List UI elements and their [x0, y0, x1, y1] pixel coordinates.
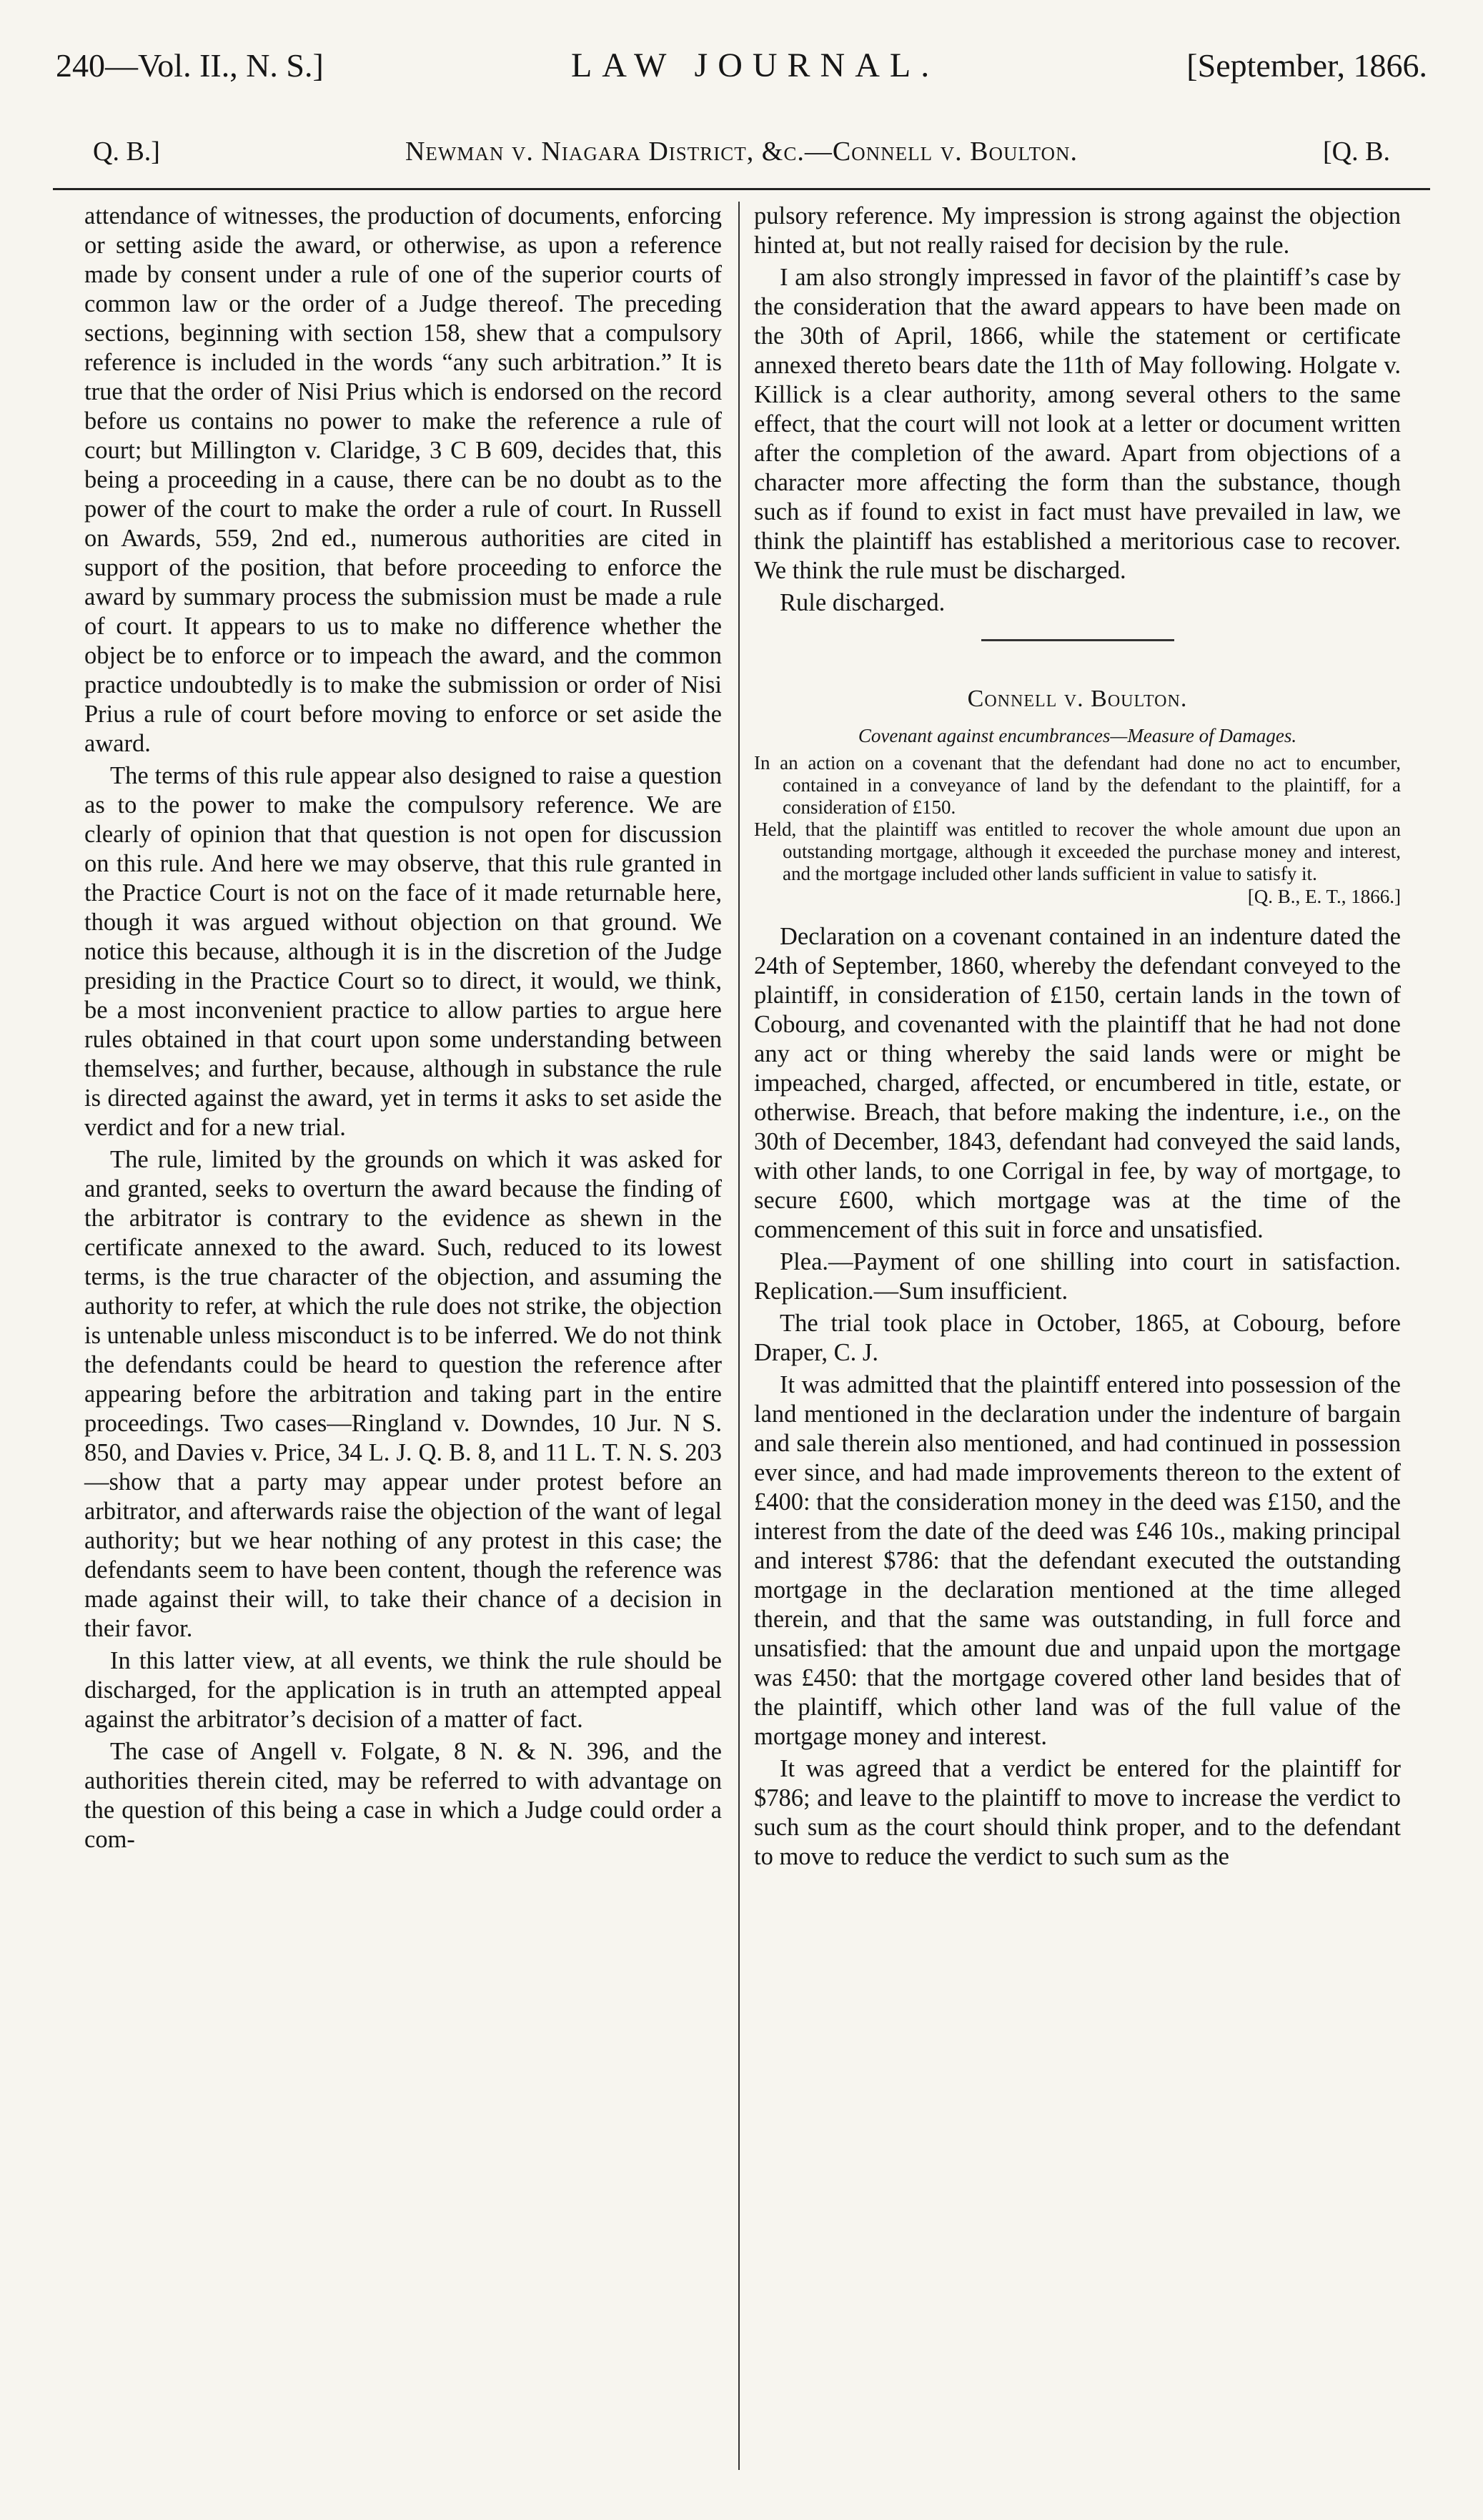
- paragraph: pulsory reference. My impression is strong against the objection hinted at, but not really raised for decision by the rule.: [754, 202, 1401, 259]
- paragraph: Plea.—Payment of one shilling into court in satisfaction. Replication.—Sum insufficient.: [754, 1248, 1401, 1305]
- case-title: Connell v. Boulton.: [967, 686, 1188, 712]
- running-header: [56, 46, 1427, 89]
- page-volume-label: 240—Vol. II., N. S.]: [56, 47, 324, 84]
- paragraph: In this latter view, at all events, we think the rule should be discharged, for the application is in truth an attempted appeal against the arbitrator’s decision of a matter of fact.: [84, 1647, 722, 1733]
- case-separator-rule: [981, 639, 1174, 641]
- court-label-left: Q. B.]: [93, 137, 160, 167]
- paragraph: It was agreed that a verdict be entered for the plaintiff for $786; and leave to the plaintiff to move to increase the verdict to such sum as the court should think proper, and to the defendant to move to reduce the verdict to such sum as the: [754, 1755, 1401, 1870]
- headnote: In an action on a covenant that the defendant had done no act to encumber, contained in a conveyance of land by the defendant to the plaintiff, for a consideration of £150.: [754, 752, 1401, 818]
- headnote-held: Held, that the plaintiff was entitled to recover the whole amount due upon an outstanding mortgage, although it exceeded the purchase money and interest, and the mortgage included other lands sufficient in value to satisfy it.: [754, 819, 1401, 884]
- paragraph: The terms of this rule appear also designed to raise a question as to the power to make the compulsory reference. We are clearly of opinion that that question is not open for discussion on this rule. And here we may observe, that this rule granted in the Practice Court is not on the face of it made returnable here, though it was argued without objection on that ground. We notice this because, although it is in the discretion of the Judge presiding in the Practice Court so to direct, it would, we think, be a most inconvenient practice to allow parties to argue here rules obtained in that court upon some understanding between themselves; and further, because, although in substance the rule is directed against the award, yet in terms it asks to set aside the verdict and for a new trial.: [84, 762, 722, 1141]
- case-header: [93, 136, 1390, 174]
- paragraph: Declaration on a covenant contained in an indenture dated the 24th of September, 1860, whereby the defendant conveyed to the plaintiff, in consideration of £150, certain lands in the town of Cobourg, and covenanted with the plaintiff that he had not done any act or thing whereby the said lands were or might be impeached, charged, affected, or encumbered in title, estate, or otherwise. Breach, that before making the indenture, i.e., on the 30th of December, 1843, defendant had conveyed the said lands, with other lands, to one Corrigal in fee, by way of mortgage, to secure £600, which mortgage was at the time of the commencement of this suit in force and unsatisfied.: [754, 923, 1401, 1243]
- journal-title: LAW JOURNAL.: [570, 46, 940, 84]
- headnote-topic: Covenant against encumbrances—Measure of Damages.: [858, 725, 1297, 746]
- paragraph: I am also strongly impressed in favor of the plaintiff’s case by the consideration that the award appears to have been made on the 30th of April, 1866, while the statement or certificate annexed thereto bears date the 11th of May following. Holgate v. Killick is a clear authority, among several others to the same effect, that the court will not look at a letter or document written after the completion of the award. Apart from objections of a character more affecting the form than the substance, though such as if found to exist in fact must have prevailed in law, we think the plaintiff has established a meritorious case to recover. We think the rule must be discharged.: [754, 264, 1401, 584]
- paragraph: The rule, limited by the grounds on which it was asked for and granted, seeks to overturn the award because the finding of the arbitrator is contrary to the evidence as shewn in the certificate annexed to the award. Such, reduced to its lowest terms, is the true character of the objection, and assuming the authority to refer, at which the rule does not strike, the objection is untenable unless misconduct is to be inferred. We do not think the defendants could be heard to question the reference after appearing before the arbitration and taking part in the entire proceedings. Two cases—Ringland v. Downdes, 10 Jur. N S. 850, and Davies v. Price, 34 L. J. Q. B. 8, and 11 L. T. N. S. 203—show that a party may appear under protest before an arbitrator, and afterwards raise the objection of the want of legal authority; but we hear nothing of any protest in this case; the defendants seem to have been content, though the reference was made against their will, to take their chance of a decision in their favor.: [84, 1146, 722, 1642]
- header-rule: [53, 188, 1430, 190]
- issue-date: [September, 1866.: [1186, 47, 1427, 84]
- case-citation: [Q. B., E. T., 1866.]: [1247, 886, 1401, 907]
- paragraph: The case of Angell v. Folgate, 8 N. & N. 396, and the authorities therein cited, may be referred to with advantage on the question of this being a case in which a Judge could order a com-: [84, 1738, 722, 1853]
- column-divider: [738, 202, 740, 2470]
- paragraph: attendance of witnesses, the production of documents, enforcing or setting aside the award, or otherwise, as upon a reference made by consent under a rule of one of the superior courts of common law or the order of a Judge thereof. The preceding sections, beginning with section 158, shew that a compulsory reference is included in the words “any such arbitration.” It is true that the order of Nisi Prius which is endorsed on the record before us contains no power to make the reference a rule of court; but Millington v. Claridge, 3 C B 609, decides that, this being a proceeding in a cause, there can be no doubt as to the power of the court to make the order a rule of court. In Russell on Awards, 559, 2nd ed., numerous authorities are cited in support of the position, that before proceeding to enforce the award by summary process the submission must be made a rule of court. It appears to us to make no difference whether the object be to enforce or to impeach the award, and the common practice undoubtedly is to make the submission or order of Nisi Prius a rule of court before moving to enforce or set aside the award.: [84, 202, 722, 757]
- court-label-right: [Q. B.: [1323, 137, 1390, 167]
- right-column: [754, 202, 1401, 2470]
- paragraph: The trial took place in October, 1865, at Cobourg, before Draper, C. J.: [754, 1310, 1401, 1366]
- paragraph: It was admitted that the plaintiff entered into possession of the land mentioned in the declaration under the indenture of bargain and sale therein also mentioned, and had continued in possession ever since, and had made improvements thereon to the extent of £400: that the consideration money in the deed was £150, and the interest from the date of the deed was £46 10s., making principal and interest $786: that the defendant executed the outstanding mortgage in the declaration mentioned at the time alleged therein, and that the same was outstanding, in full force and unsatisfied: that the amount due and unpaid upon the mortgage was £450: that the mortgage covered other land besides that of the plaintiff, which other land was of the full value of the mortgage money and interest.: [754, 1371, 1401, 1750]
- case-names: Newman v. Niagara District, &c.—Connell v. Boulton.: [405, 137, 1078, 167]
- left-column: [84, 202, 722, 2470]
- rule-discharged: Rule discharged.: [780, 589, 946, 616]
